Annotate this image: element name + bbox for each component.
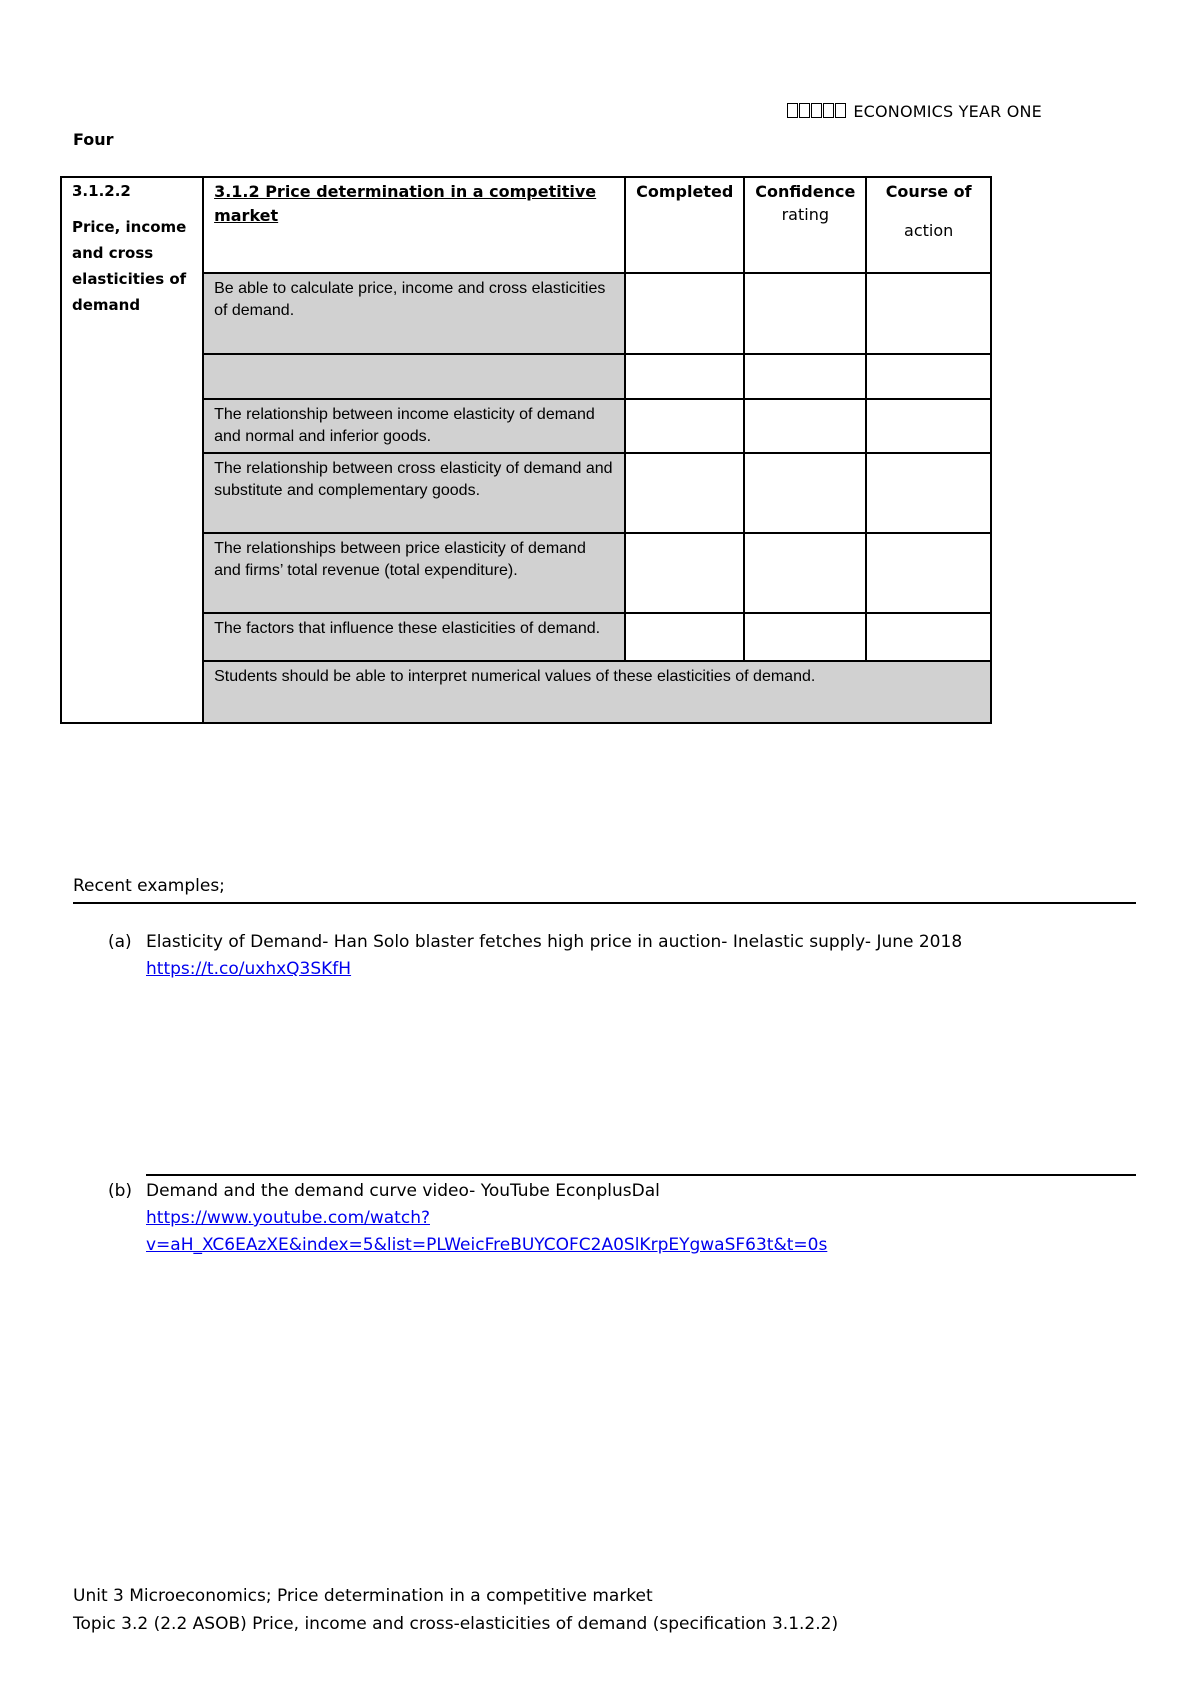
example-text: Demand and the demand curve video- YouTube EconplusDal: [146, 1181, 660, 1201]
course-cell[interactable]: [866, 273, 991, 354]
course-cell[interactable]: [866, 533, 991, 613]
row-description: The relationships between price elasticity of demand and firms’ total revenue (total expenditure).: [203, 533, 625, 613]
divider: [73, 902, 1136, 904]
row-description: Be able to calculate price, income and cross elasticities of demand.: [203, 273, 625, 354]
document-header: [787, 102, 1042, 121]
row-description: [203, 354, 625, 399]
missing-glyph-box: [799, 103, 810, 118]
course-cell[interactable]: [866, 354, 991, 399]
topic-cell: [61, 177, 203, 723]
example-item: [108, 1178, 827, 1259]
example-item: [108, 929, 962, 983]
confidence-cell[interactable]: [744, 533, 866, 613]
confidence-cell[interactable]: [744, 453, 866, 533]
row-description: The factors that influence these elasticities of demand.: [203, 613, 625, 661]
completed-cell[interactable]: [625, 453, 744, 533]
missing-glyph-boxes: [787, 102, 847, 121]
topic-code: 3.1.2.2: [72, 182, 131, 200]
example-link[interactable]: https://t.co/uxhxQ3SKfH: [146, 959, 352, 979]
confidence-cell[interactable]: [744, 354, 866, 399]
completed-cell[interactable]: [625, 533, 744, 613]
completed-cell[interactable]: [625, 354, 744, 399]
page-footer: [73, 1582, 838, 1638]
course-cell[interactable]: [866, 453, 991, 533]
confidence-cell[interactable]: [744, 273, 866, 354]
missing-glyph-box: [823, 103, 834, 118]
example-link[interactable]: https://www.youtube.com/watch? v=aH_XC6EAzXE&index=5&list=PLWeicFreBUYCOFC2A0SlKrpEYgwaSF63t&t=0s: [146, 1208, 828, 1255]
section-label: Four: [73, 130, 114, 149]
topic-label: Price, income and cross elasticities of demand: [72, 218, 187, 314]
confidence-cell[interactable]: [744, 613, 866, 661]
confidence-cell[interactable]: [744, 399, 866, 453]
missing-glyph-box: [787, 103, 798, 118]
footer-line: Topic 3.2 (2.2 ASOB) Price, income and cross-elasticities of demand (specification 3.1.2.2): [73, 1614, 839, 1634]
completed-cell[interactable]: [625, 399, 744, 453]
missing-glyph-box: [811, 103, 822, 118]
row-description: The relationship between income elasticity of demand and normal and inferior goods.: [203, 399, 625, 453]
footer-note: Students should be able to interpret numerical values of these elasticities of demand.: [203, 661, 991, 723]
completed-cell[interactable]: [625, 273, 744, 354]
divider: [146, 1174, 1136, 1176]
header-title: ECONOMICS YEAR ONE: [853, 102, 1042, 121]
footer-line: Unit 3 Microeconomics; Price determination in a competitive market: [73, 1586, 653, 1606]
column-header-confidence: Confidence rating: [744, 177, 866, 273]
missing-glyph-box: [835, 103, 846, 118]
example-marker: (a): [108, 932, 132, 952]
example-text: Elasticity of Demand- Han Solo blaster fetches high price in auction- Inelastic supply- June 2018: [146, 932, 963, 952]
column-header-spec: 3.1.2 Price determination in a competitive market: [203, 177, 625, 273]
course-cell[interactable]: [866, 399, 991, 453]
specification-table: [60, 176, 992, 724]
column-header-completed: Completed: [625, 177, 744, 273]
row-description: The relationship between cross elasticity of demand and substitute and complementary goods.: [203, 453, 625, 533]
column-header-course: Course of action: [866, 177, 991, 273]
course-cell[interactable]: [866, 613, 991, 661]
recent-examples-title: Recent examples;: [73, 876, 225, 896]
example-marker: (b): [108, 1181, 133, 1201]
completed-cell[interactable]: [625, 613, 744, 661]
